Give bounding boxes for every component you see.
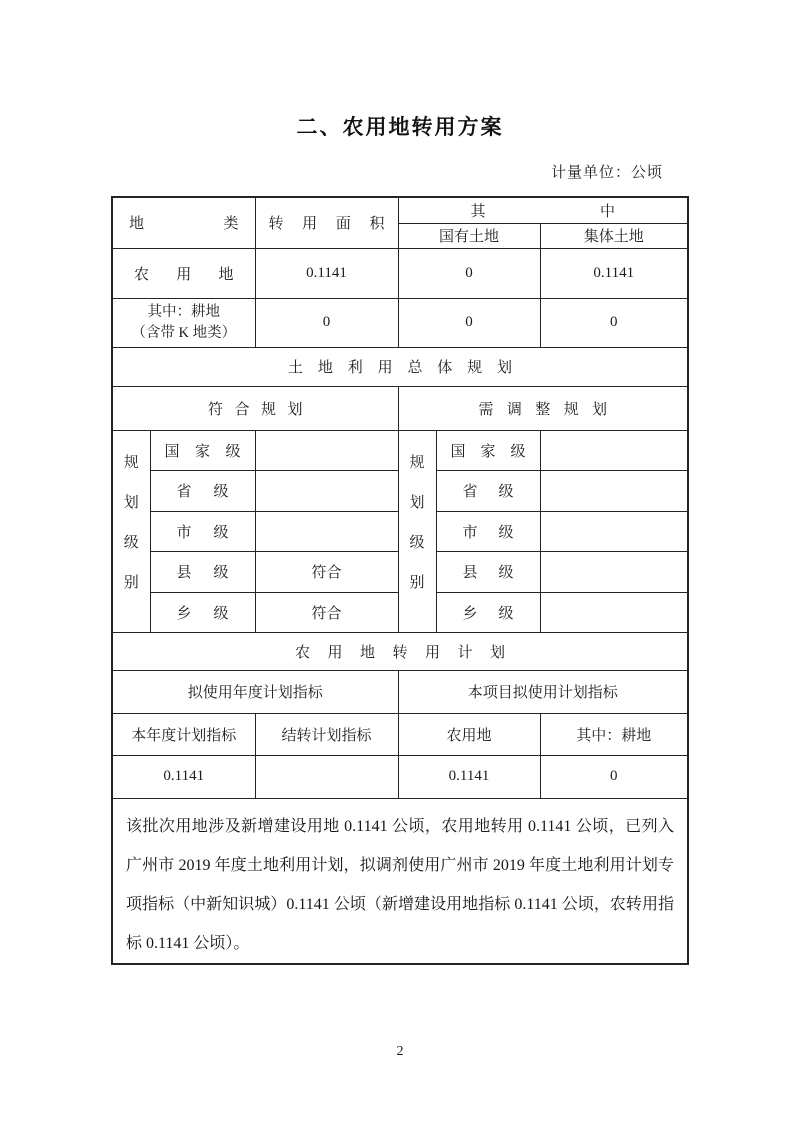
adjust-level-city-label: 市 级	[462, 524, 514, 541]
header-conversion-area: 转 用 面 积	[268, 216, 385, 233]
val-agricultural-land: 0.1141	[398, 755, 540, 798]
adjust-level-city-value	[540, 511, 688, 551]
page-number: 2	[396, 1044, 404, 1059]
comply-level-township-label-cell	[150, 592, 255, 632]
val-carryover-indicator	[255, 755, 398, 798]
comply-level-city-value	[255, 511, 398, 551]
cultivated-land-state-owned: 0	[398, 298, 540, 347]
comply-level-county-label: 县 级	[176, 565, 229, 581]
comply-level-national-label-cell	[150, 430, 255, 470]
overall-plan-section-title-cell	[112, 347, 688, 386]
header-collective-land: 集体土地	[540, 223, 688, 248]
comply-level-county-value: 符合	[255, 551, 398, 592]
col-annual-indicator: 本年度计划指标	[112, 713, 255, 755]
comply-level-township-label: 乡 级	[176, 605, 229, 622]
comply-level-province-value	[255, 470, 398, 511]
cultivated-land-label-line2: （含带 K 地类）	[131, 324, 237, 341]
project-indicator-header: 本项目拟使用计划指标	[398, 670, 688, 713]
adjust-level-township-label: 乡 级	[462, 605, 514, 622]
page-title: 二、农用地转用方案	[296, 116, 504, 139]
adjust-level-province-label: 省 级	[462, 484, 514, 500]
adjust-level-national-value	[540, 430, 688, 470]
cultivated-land-label-cell	[112, 298, 255, 347]
header-land-type: 地 类	[129, 216, 239, 233]
header-of-which-cell	[398, 197, 688, 223]
adjust-level-township-value	[540, 592, 688, 632]
adjust-level-county-value	[540, 551, 688, 592]
cultivated-land-collective: 0	[540, 298, 688, 347]
conversion-plan-section-title-cell	[112, 632, 688, 670]
plan-level-row-national	[112, 430, 688, 470]
comply-level-city-label-cell	[150, 511, 255, 551]
adjust-level-county-label: 县 级	[462, 565, 514, 581]
comply-level-province-label: 省 级	[176, 484, 229, 500]
adjust-level-province-value	[540, 470, 688, 511]
note-row	[112, 798, 688, 964]
comply-level-province-label-cell	[150, 470, 255, 511]
conversion-plan-section-title: 农 用 地 转 用 计 划	[295, 644, 506, 661]
adjust-level-township-label-cell	[436, 592, 540, 632]
land-conversion-table	[111, 196, 689, 965]
col-agricultural-land: 农用地	[398, 713, 540, 755]
conversion-plan-section-row	[112, 632, 688, 670]
comply-level-national-value	[255, 430, 398, 470]
val-annual-indicator: 0.1141	[112, 755, 255, 798]
plan-level-label-right-cell	[398, 430, 436, 632]
header-conversion-area-cell	[255, 197, 398, 248]
comply-level-national-label: 国 家 级	[164, 443, 241, 460]
indicator-value-row	[112, 755, 688, 798]
adjust-plan-header: 需 调 整 规 划	[478, 401, 608, 418]
col-cultivated-land: 其中：耕地	[540, 713, 688, 755]
overall-plan-section-row	[112, 347, 688, 386]
comply-level-township-value: 符合	[255, 592, 398, 632]
plan-level-label-left: 规划级别	[123, 454, 139, 591]
indicator-header-row	[112, 670, 688, 713]
overall-plan-section-title: 土 地 利 用 总 体 规 划	[288, 360, 513, 376]
agricultural-land-row	[112, 248, 688, 298]
comply-plan-header-cell	[112, 386, 398, 430]
table-header-row-1	[112, 197, 688, 223]
comply-level-city-label: 市 级	[176, 524, 229, 541]
cultivated-land-area: 0	[255, 298, 398, 347]
adjust-level-national-label: 国 家 级	[450, 443, 526, 460]
plan-level-label-right: 规划级别	[409, 454, 425, 591]
adjust-level-county-label-cell	[436, 551, 540, 592]
val-cultivated-land: 0	[540, 755, 688, 798]
adjust-level-city-label-cell	[436, 511, 540, 551]
cultivated-land-label-line1: 其中：耕地	[147, 303, 220, 320]
plan-level-label-left-cell	[112, 430, 150, 632]
header-state-owned-land: 国有土地	[398, 223, 540, 248]
indicator-column-row	[112, 713, 688, 755]
comply-level-county-label-cell	[150, 551, 255, 592]
note-paragraph: 该批次用地涉及新增建设用地 0.1141 公顷，农用地转用 0.1141 公顷，已列入广州市 2019 年度土地利用计划，拟调剂使用广州市 2019 年度土地利用计划专项指标（中新知识城）0.1141 公顷（新增建设用地指标 0.1141 公顷，农转用指标 0.1141 公顷）。	[126, 817, 675, 952]
agricultural-land-area: 0.1141	[255, 248, 398, 298]
cultivated-land-row	[112, 298, 688, 347]
col-carryover-indicator: 结转计划指标	[255, 713, 398, 755]
note-cell	[112, 798, 688, 964]
comply-plan-header: 符 合 规 划	[208, 401, 303, 418]
agricultural-land-collective: 0.1141	[540, 248, 688, 298]
agricultural-land-state-owned: 0	[398, 248, 540, 298]
agricultural-land-label: 农 用 地	[134, 266, 234, 283]
annual-indicator-header: 拟使用年度计划指标	[112, 670, 398, 713]
header-land-type-cell	[112, 197, 255, 248]
adjust-level-province-label-cell	[436, 470, 540, 511]
plan-subheader-row	[112, 386, 688, 430]
adjust-level-national-label-cell	[436, 430, 540, 470]
header-of-which: 其 中	[470, 203, 616, 220]
agricultural-land-label-cell	[112, 248, 255, 298]
adjust-plan-header-cell	[398, 386, 688, 430]
measurement-unit-note: 计量单位：公顷	[550, 165, 663, 181]
